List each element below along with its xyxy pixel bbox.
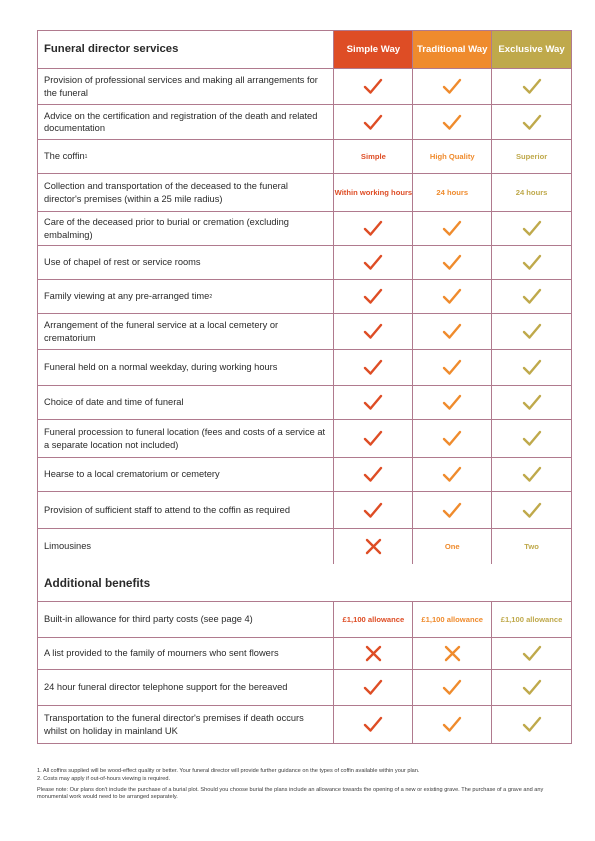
plan-value: Superior (515, 151, 548, 161)
table-row (38, 670, 571, 706)
check-icon (413, 350, 492, 385)
plan-value: One (413, 529, 492, 564)
plan-value: Within working hours (334, 174, 413, 211)
row-label: The coffin 1 (38, 140, 334, 173)
check-icon (413, 492, 492, 528)
row-label: Funeral procession to funeral location (fees and costs of a service at a separate location not included) (38, 420, 334, 457)
check-icon (413, 670, 492, 705)
plan-value: 24 hours (515, 187, 548, 197)
row-label: Care of the deceased prior to burial or cremation (excluding embalming) (38, 212, 334, 245)
plan-value: High Quality (413, 140, 492, 173)
check-icon (492, 314, 571, 349)
check-icon (334, 314, 413, 349)
check-icon (334, 350, 413, 385)
check-icon (334, 386, 413, 419)
row-label: 24 hour funeral director telephone support for the bereaved (38, 670, 334, 705)
check-icon (413, 69, 492, 104)
table-row (38, 420, 571, 458)
table-title: Funeral director services (38, 31, 334, 68)
plan-value: Simple (334, 140, 413, 173)
check-icon (334, 706, 413, 743)
check-icon (413, 246, 492, 279)
row-label: Hearse to a local crematorium or cemetery (38, 458, 334, 491)
check-icon (334, 105, 413, 139)
row-label: Funeral held on a normal weekday, during working hours (38, 350, 334, 385)
table-row (38, 69, 571, 105)
table-row (38, 492, 571, 529)
check-icon (492, 350, 571, 385)
row-label: Advice on the certification and registration of the death and related documentation (38, 105, 334, 139)
check-icon (492, 246, 571, 279)
table-row (38, 314, 571, 350)
row-label: Arrangement of the funeral service at a local cemetery or crematorium (38, 314, 334, 349)
table-row (38, 706, 571, 743)
plan-value: 24 hours (413, 174, 492, 211)
table-row (38, 350, 571, 386)
row-label: Limousines (38, 529, 334, 564)
row-label: Transportation to the funeral director's premises if death occurs whilst on holiday in mainland UK (38, 706, 334, 743)
check-icon (413, 458, 492, 491)
row-label: Built-in allowance for third party costs (see page 4) (38, 602, 334, 637)
additional-rows (38, 602, 571, 743)
footnote-1: 1. All coffins supplied will be wood-effect quality or better. Your funeral director will provide further guidance on the types of coffin available within your plan. (37, 768, 420, 774)
check-icon (413, 280, 492, 313)
check-icon (492, 212, 571, 245)
row-label: Use of chapel of rest or service rooms (38, 246, 334, 279)
plan-value: Two (524, 541, 539, 551)
cross-icon (413, 638, 492, 669)
check-icon (492, 458, 571, 491)
section-title-additional: Additional benefits (38, 564, 571, 602)
row-label: Provision of sufficient staff to attend to the coffin as required (38, 492, 334, 528)
footnote-2: 2. Costs may apply if out-of-hours viewing is required. (37, 775, 171, 782)
table-row (38, 458, 571, 492)
table-row (38, 529, 571, 564)
table-row (38, 212, 571, 246)
check-icon (492, 492, 571, 528)
table-row (38, 246, 571, 280)
comparison-table (37, 30, 572, 744)
row-label: Choice of date and time of funeral (38, 386, 334, 419)
check-icon (492, 69, 571, 104)
check-icon (334, 212, 413, 245)
table-row (38, 638, 571, 670)
footnotes (37, 768, 572, 802)
plan-header-simple: Simple Way (334, 31, 413, 68)
table-row (38, 140, 571, 174)
check-icon (492, 638, 571, 669)
check-icon (334, 280, 413, 313)
services-rows (38, 69, 571, 564)
check-icon (492, 670, 571, 705)
plan-value: £1,100 allowance (413, 602, 492, 637)
check-icon (413, 706, 492, 743)
check-icon (413, 212, 492, 245)
cross-icon (334, 529, 413, 564)
row-label: Family viewing at any pre-arranged time 2 (38, 280, 334, 313)
please-note: Please note: Our plans don't include the purchase of a burial plot. Should you choose burial the plans include an allowance towards the opening of a new or existing grave. The purchase of a grave and any monumental work would need to be arranged separately. (37, 786, 544, 801)
table-row (38, 105, 571, 140)
check-icon (492, 105, 571, 139)
row-label: Provision of professional services and making all arrangements for the funeral (38, 69, 334, 104)
plan-header-exclusive: Exclusive Way (492, 31, 571, 68)
check-icon (492, 280, 571, 313)
check-icon (413, 386, 492, 419)
check-icon (413, 105, 492, 139)
plan-value: £1,100 allowance (334, 602, 413, 637)
check-icon (492, 706, 571, 743)
table-row (38, 174, 571, 212)
plan-header-traditional: Traditional Way (413, 31, 492, 68)
table-row (38, 386, 571, 420)
check-icon (334, 670, 413, 705)
table-header-row (38, 31, 571, 69)
check-icon (334, 420, 413, 457)
check-icon (492, 386, 571, 419)
check-icon (334, 246, 413, 279)
check-icon (413, 420, 492, 457)
table-row (38, 280, 571, 314)
check-icon (492, 420, 571, 457)
check-icon (334, 492, 413, 528)
row-label: A list provided to the family of mourners who sent flowers (38, 638, 334, 669)
check-icon (334, 458, 413, 491)
row-label: Collection and transportation of the deceased to the funeral director's premises (within a 25 mile radius) (38, 174, 334, 211)
check-icon (334, 69, 413, 104)
table-row (38, 602, 571, 638)
cross-icon (334, 638, 413, 669)
check-icon (413, 314, 492, 349)
plan-value: £1,100 allowance (500, 614, 563, 624)
